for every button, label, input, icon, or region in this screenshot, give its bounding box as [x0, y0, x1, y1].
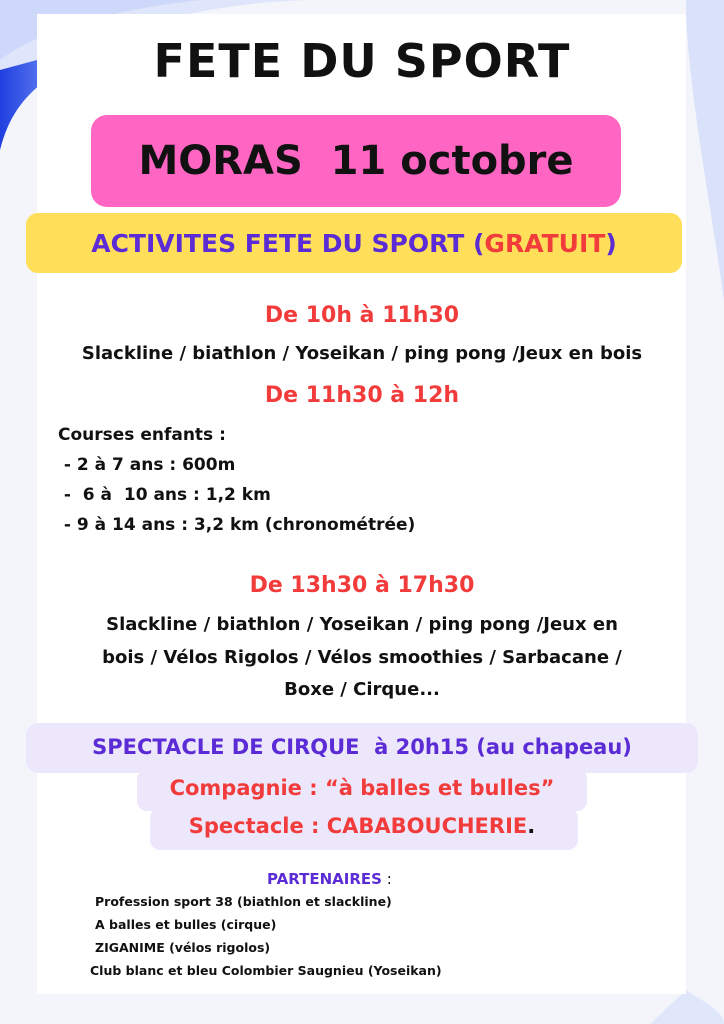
page-title: FETE DU SPORT — [153, 34, 571, 88]
activities-label: ACTIVITES FETE DU SPORT ( — [91, 228, 485, 258]
date-banner-text: MORAS 11 octobre — [138, 138, 574, 184]
activities-banner — [26, 213, 682, 273]
race-item: - 6 à 10 ans : 1,2 km — [58, 485, 271, 505]
session-time-2: De 11h30 à 12h — [264, 383, 460, 408]
race-item: - 9 à 14 ans : 3,2 km (chronométrée) — [58, 515, 416, 535]
circus-show-title: SPECTACLE DE CIRQUE à 20h15 (au chapeau) — [92, 735, 632, 759]
session-activities-3-line2: bois / Vélos Rigolos / Vélos smoothies / Sarbacane / — [102, 647, 622, 668]
partner-item: A balles et bulles (cirque) — [95, 917, 277, 932]
session-time-3: De 13h30 à 17h30 — [249, 573, 475, 598]
partner-item: Club blanc et bleu Colombier Saugnieu (Yoseikan) — [90, 963, 442, 978]
race-item: - 2 à 7 ans : 600m — [58, 455, 236, 475]
children-races — [58, 420, 415, 540]
session-activities-1: Slackline / biathlon / Yoseikan / ping pong /Jeux en bois — [81, 343, 643, 364]
spectacle-name: Spectacle : CABABOUCHERIE — [188, 814, 528, 838]
partners-heading — [267, 870, 392, 888]
spectacle-period: . — [527, 814, 536, 838]
session-activities-3-line1: Slackline / biathlon / Yoseikan / ping pong /Jeux en — [106, 614, 618, 635]
date-banner — [91, 115, 621, 207]
partners-heading-colon: : — [381, 870, 392, 888]
circus-spectacle — [0, 814, 724, 838]
partners-heading-label: PARTENAIRES — [267, 870, 382, 888]
circus-company: Compagnie : “à balles et bulles” — [169, 776, 555, 800]
session-activities-3-line3: Boxe / Cirque... — [284, 679, 440, 700]
activities-close: ) — [605, 228, 617, 258]
races-heading: Courses enfants : — [58, 425, 226, 445]
session-time-1: De 10h à 11h30 — [264, 303, 460, 328]
partner-item: ZIGANIME (vélos rigolos) — [95, 940, 271, 955]
free-label: GRATUIT — [484, 228, 606, 258]
partner-item: Profession sport 38 (biathlon et slackline) — [95, 894, 392, 909]
